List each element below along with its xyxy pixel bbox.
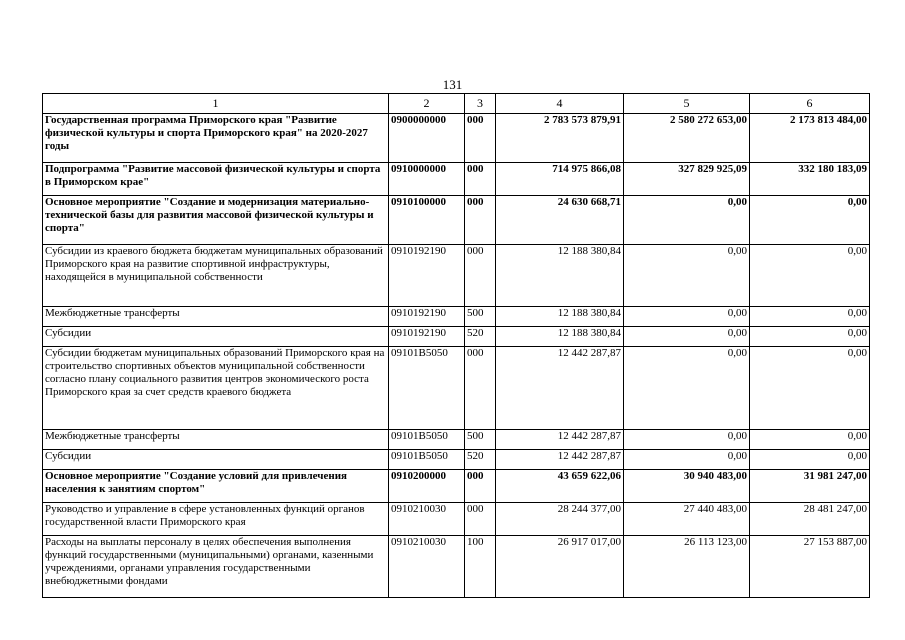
row-value-2027: 2 173 813 484,00 (750, 114, 870, 163)
row-value-2026: 30 940 483,00 (624, 470, 750, 503)
row-value-2027: 0,00 (750, 347, 870, 430)
table-row (43, 114, 870, 163)
row-type-code: 500 (465, 430, 496, 450)
row-value-2025: 714 975 866,08 (496, 163, 624, 196)
row-value-2027: 0,00 (750, 327, 870, 347)
row-value-2027: 0,00 (750, 430, 870, 450)
table-row (43, 307, 870, 327)
table-row (43, 245, 870, 307)
row-type-code: 000 (465, 196, 496, 245)
row-value-2025: 24 630 668,71 (496, 196, 624, 245)
row-code: 0910192190 (389, 327, 465, 347)
row-code: 09101B5050 (389, 430, 465, 450)
row-value-2027: 31 981 247,00 (750, 470, 870, 503)
row-value-2026: 0,00 (624, 196, 750, 245)
table-row (43, 347, 870, 430)
row-value-2026: 2 580 272 653,00 (624, 114, 750, 163)
row-value-2025: 28 244 377,00 (496, 503, 624, 536)
row-value-2027: 28 481 247,00 (750, 503, 870, 536)
header-col-1: 1 (43, 94, 389, 114)
row-code: 0910192190 (389, 245, 465, 307)
row-value-2026: 0,00 (624, 327, 750, 347)
row-type-code: 100 (465, 536, 496, 598)
table-row (43, 163, 870, 196)
row-type-code: 000 (465, 503, 496, 536)
table-row (43, 450, 870, 470)
header-col-6: 6 (750, 94, 870, 114)
row-name: Основное мероприятие "Создание и модернизация материально-технической базы для развития массовой физической культуры и спорта" (43, 196, 389, 245)
row-type-code: 500 (465, 307, 496, 327)
row-type-code: 520 (465, 450, 496, 470)
row-name: Субсидии из краевого бюджета бюджетам муниципальных образований Приморского края на развитие спортивной инфраструктуры, находящейся в муниципальной собственности (43, 245, 389, 307)
row-name: Межбюджетные трансферты (43, 430, 389, 450)
budget-table (42, 93, 870, 598)
table-row (43, 196, 870, 245)
row-type-code: 520 (465, 327, 496, 347)
row-type-code: 000 (465, 347, 496, 430)
row-value-2027: 332 180 183,09 (750, 163, 870, 196)
row-value-2025: 12 188 380,84 (496, 245, 624, 307)
row-code: 09101B5050 (389, 450, 465, 470)
row-name: Расходы на выплаты персоналу в целях обеспечения выполнения функций государственными (муниципальными) органами, казенными учреждениями, органами управления государственными внебюджетными фондами (43, 536, 389, 598)
header-col-3: 3 (465, 94, 496, 114)
table-row (43, 327, 870, 347)
row-value-2026: 26 113 123,00 (624, 536, 750, 598)
row-value-2026: 0,00 (624, 430, 750, 450)
header-col-2: 2 (389, 94, 465, 114)
row-code: 0910210030 (389, 503, 465, 536)
row-code: 0910000000 (389, 163, 465, 196)
row-type-code: 000 (465, 470, 496, 503)
row-value-2027: 0,00 (750, 196, 870, 245)
row-value-2027: 0,00 (750, 450, 870, 470)
row-value-2026: 27 440 483,00 (624, 503, 750, 536)
row-value-2025: 43 659 622,06 (496, 470, 624, 503)
row-type-code: 000 (465, 245, 496, 307)
row-code: 09101B5050 (389, 347, 465, 430)
header-col-5: 5 (624, 94, 750, 114)
row-code: 0910192190 (389, 307, 465, 327)
row-name: Основное мероприятие "Создание условий для привлечения населения к занятиям спортом" (43, 470, 389, 503)
row-code: 0910200000 (389, 470, 465, 503)
page-number: 131 (442, 77, 463, 92)
row-value-2027: 0,00 (750, 245, 870, 307)
row-value-2026: 327 829 925,09 (624, 163, 750, 196)
row-value-2027: 0,00 (750, 307, 870, 327)
row-value-2025: 26 917 017,00 (496, 536, 624, 598)
row-name: Руководство и управление в сфере установленных функций органов государственной власти Приморского края (43, 503, 389, 536)
row-value-2026: 0,00 (624, 450, 750, 470)
row-value-2025: 12 442 287,87 (496, 347, 624, 430)
row-value-2026: 0,00 (624, 347, 750, 430)
row-code: 0910210030 (389, 536, 465, 598)
row-value-2025: 12 188 380,84 (496, 307, 624, 327)
table-row (43, 470, 870, 503)
row-name: Государственная программа Приморского края "Развитие физической культуры и спорта Приморского края" на 2020-2027 годы (43, 114, 389, 163)
row-name: Субсидии (43, 327, 389, 347)
header-col-4: 4 (496, 94, 624, 114)
table-row (43, 536, 870, 598)
row-name: Межбюджетные трансферты (43, 307, 389, 327)
row-value-2027: 27 153 887,00 (750, 536, 870, 598)
row-value-2026: 0,00 (624, 307, 750, 327)
row-value-2026: 0,00 (624, 245, 750, 307)
table-row (43, 503, 870, 536)
table-row (43, 430, 870, 450)
row-value-2025: 2 783 573 879,91 (496, 114, 624, 163)
row-value-2025: 12 442 287,87 (496, 430, 624, 450)
row-code: 0900000000 (389, 114, 465, 163)
row-name: Субсидии бюджетам муниципальных образований Приморского края на строительство спортивных объектов муниципальной собственности согласно плану социального развития центров экономического роста Приморского края за счет средств краевого бюджета (43, 347, 389, 430)
row-code: 0910100000 (389, 196, 465, 245)
row-name: Субсидии (43, 450, 389, 470)
row-value-2025: 12 188 380,84 (496, 327, 624, 347)
header-row (43, 94, 870, 114)
table-body (43, 114, 870, 598)
row-value-2025: 12 442 287,87 (496, 450, 624, 470)
row-type-code: 000 (465, 163, 496, 196)
row-name: Подпрограмма "Развитие массовой физической культуры и спорта в Приморском крае" (43, 163, 389, 196)
row-type-code: 000 (465, 114, 496, 163)
